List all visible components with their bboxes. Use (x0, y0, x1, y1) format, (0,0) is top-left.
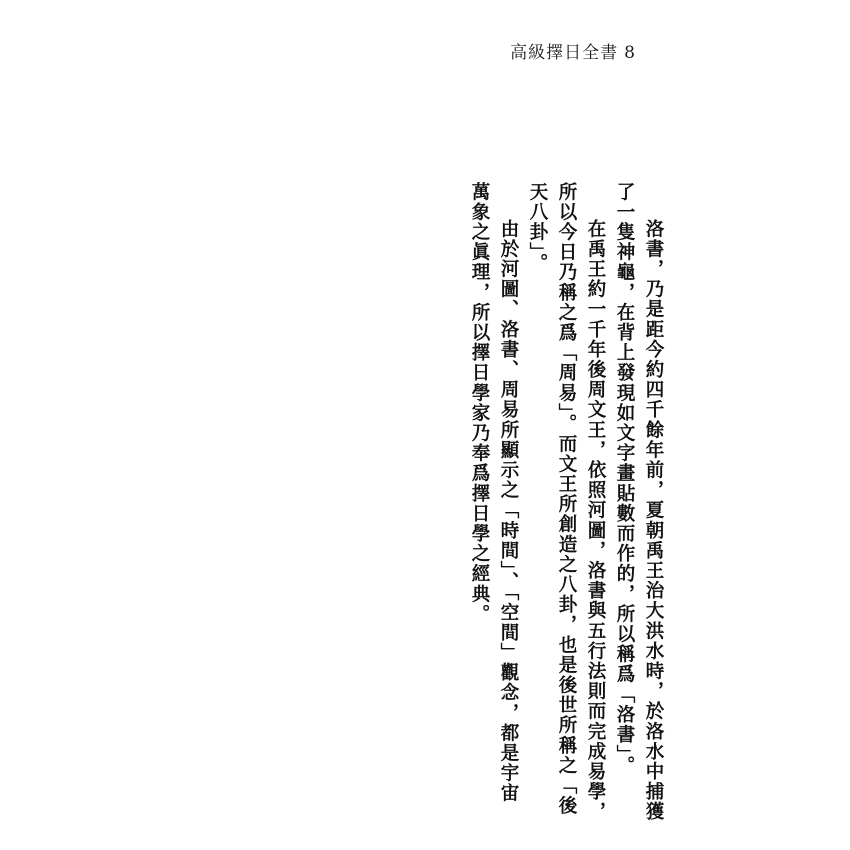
vertical-body-text (465, 182, 668, 822)
paragraph-zhouyi: 在禹王約一千年後周文王，依照河圖，洛書與五行法則而完成易學，所以今日乃稱之爲「周易」。而文王所創造之八卦，也是後世所稱之「後天八卦」。 (527, 182, 606, 822)
paragraph-luoshu: 洛書，乃是距今約四千餘年前，夏朝禹王治大洪水時，於洛水中捕獲了一隻神龜，在背上發現如文字畫貼數而作的，所以稱爲「洛書」。 (614, 182, 664, 822)
book-title: 高級擇日全書 (510, 43, 619, 63)
paragraph-zeri: 由於河圖、洛書、周易所顯示之「時間」、「空間」觀念，都是宇宙萬象之眞理，所以擇日學家乃奉爲擇日學之經典。 (469, 182, 519, 804)
page-number: 8 (624, 43, 636, 63)
running-header (510, 38, 636, 63)
